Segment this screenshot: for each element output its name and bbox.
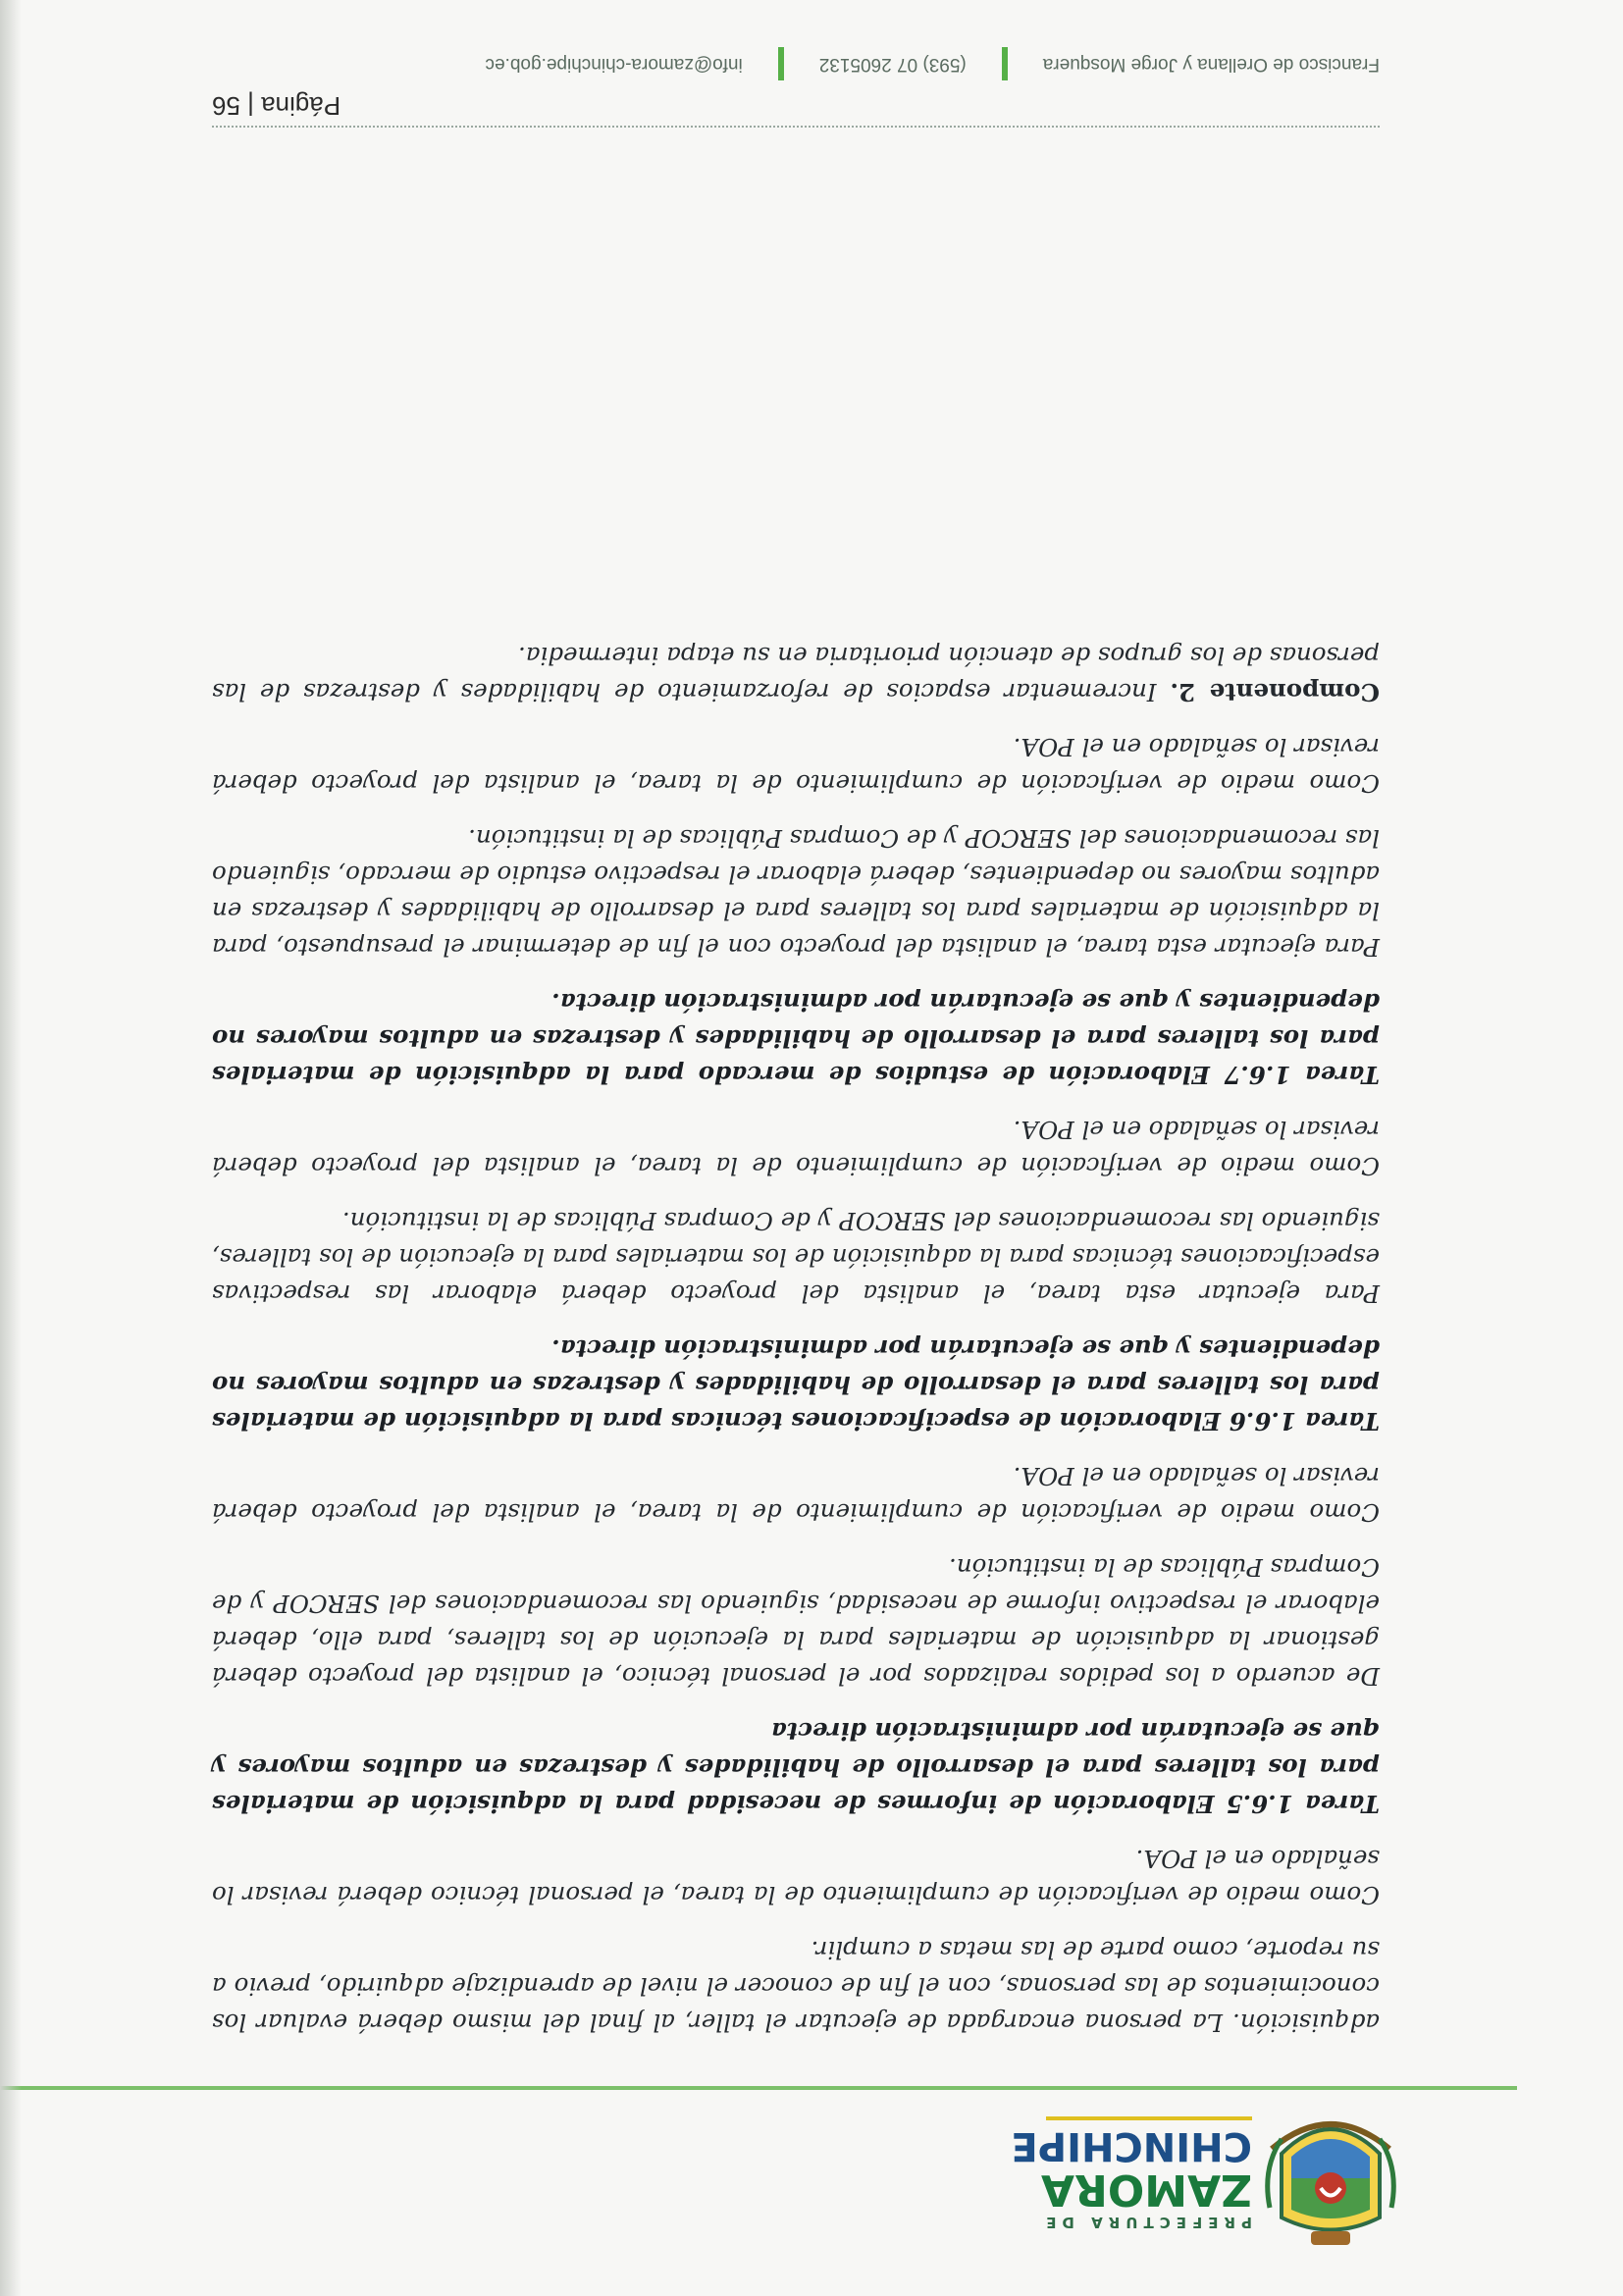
logo-line-chinchipe: CHINCHIPE: [1011, 2123, 1252, 2168]
footer-divider: [212, 126, 1380, 128]
paragraph: Para ejecutar esta tarea, el analista del proyecto deberá elaborar las respectivas especificaciones técnicas para la adquisición de los materiales para la ejecución de los talleres, siguiendo las recomendaciones del SERCOP y de Compras Públicas de la institución.: [212, 1207, 1380, 1308]
paragraph: Para ejecutar esta tarea, el analista del proyecto con el fin de determinar el presupuesto, para la adquisición de materiales para los talleres para el desarrollo de habilidades y destrezas en adultos mayores no dependientes, deberá elaborar el respectivo estudio de mercado, siguiendo las recomendaciones del SERCOP y de Compras Públicas de la institución.: [212, 824, 1380, 962]
page-header: [133, 2090, 1399, 2257]
component-label: Componente 2.: [1170, 678, 1380, 706]
paragraph: Como medio de verificación de cumplimiento de la tarea, el analista del proyecto deberá revisar lo señalado en el POA.: [212, 1462, 1380, 1527]
footer-separator: [778, 47, 784, 80]
paragraph: Como medio de verificación de cumplimiento de la tarea, el analista del proyecto deberá revisar lo señalado en el POA.: [212, 733, 1380, 798]
scan-edge-shadow: [0, 0, 22, 2296]
page-footer: [212, 49, 1380, 78]
logo-prefix: PREFECTURA DE: [1040, 2214, 1252, 2231]
paragraph: De acuerdo a los pedidos realizados por el personal técnico, el analista del proyecto deberá gestionar la adquisición de materiales para la ejecución de los talleres, para ello, deberá elaborar el respectivo informe de necesidad, siguiendo las recomendaciones del SERCOP y de Compras Públicas de la institución.: [212, 1553, 1380, 1691]
header-rule: [0, 2086, 1517, 2090]
footer-address: Francisco de Orellana y Jorge Mosquera: [1042, 54, 1380, 75]
task-heading: Tarea 1.6.7 Elaboración de estudios de mercado para la adquisición de materiales para los talleres para el desarrollo de habilidades y destrezas en adultos mayores no dependientes y que se ejecutarán por administración directa.: [212, 988, 1380, 1089]
task-heading: Tarea 1.6.5 Elaboración de informes de necesidad para la adquisición de materiales para los talleres para el desarrollo de habilidades y destrezas en adultos mayores y que se ejecutarán por administración directa: [212, 1717, 1380, 1818]
footer-email: info@zamora-chinchipe.gob.ec: [485, 54, 743, 75]
prefectura-logo: [1011, 2116, 1252, 2229]
footer-phone: (593) 07 2605132: [818, 54, 967, 75]
prefectura-emblem-icon: [1262, 2100, 1399, 2247]
paragraph: adquisición. La persona encargada de ejecutar el taller, al final del mismo deberá evaluar los conocimientos de las personas, con el fin de conocer el nivel de aprendizaje adquirido, previo a su reporte, como parte de las metas a cumplir.: [212, 1936, 1380, 2037]
footer-separator: [1002, 47, 1008, 80]
task-heading: Tarea 1.6.6 Elaboración de especificaciones técnicas para la adquisición de materiales para los talleres para el desarrollo de habilidades y destrezas en adultos mayores no dependientes y que se ejecutarán por administración directa.: [212, 1334, 1380, 1435]
logo-line-zamora: ZAMORA: [1040, 2165, 1252, 2215]
paragraph: Como medio de verificación de cumplimiento de la tarea, el personal técnico deberá revisar lo señalado en el POA.: [212, 1845, 1380, 1909]
document-body: [212, 619, 1380, 2041]
page-number: Página | 56: [212, 91, 341, 121]
logo-underline: [1046, 2116, 1252, 2120]
paragraph: Como medio de verificación de cumplimiento de la tarea, el analista del proyecto deberá revisar lo señalado en el POA.: [212, 1116, 1380, 1180]
component-heading: [212, 638, 1380, 710]
component-text: Incrementar espacios de reforzamiento de habilidades y destrezas de las personas de los grupos de atención prioritaria en su etapa intermedia.: [212, 642, 1380, 706]
